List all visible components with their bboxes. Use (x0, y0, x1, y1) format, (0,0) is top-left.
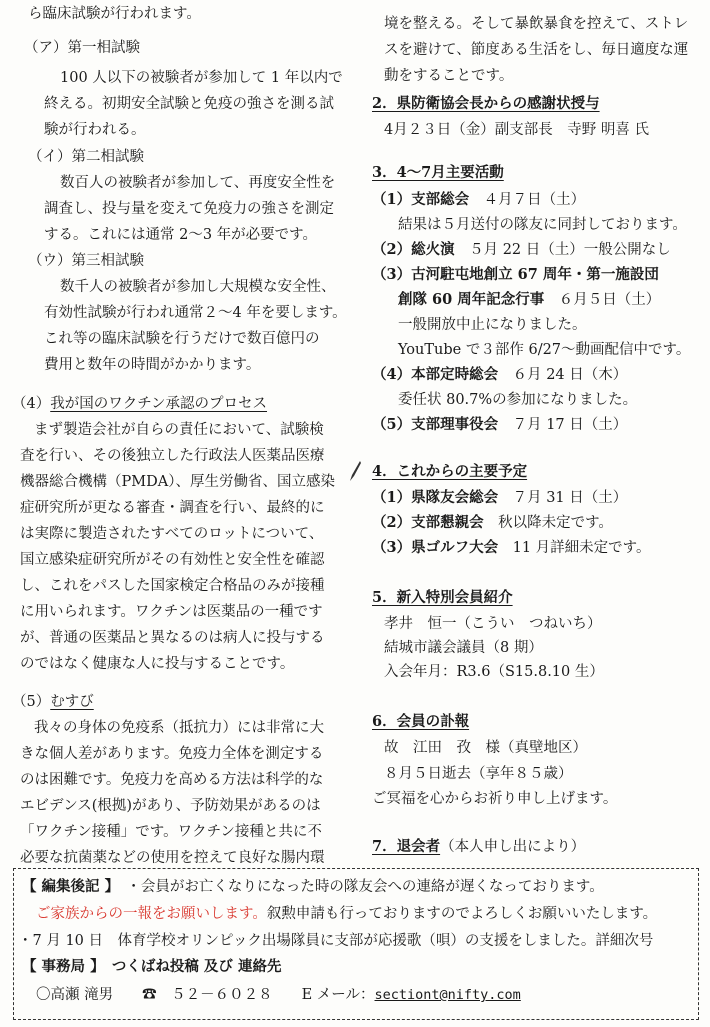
section4-number: （4） (12, 396, 51, 412)
text-line: 動をすることです。 (384, 68, 514, 84)
schedule-date: 11 月詳細未定です。 (512, 540, 651, 556)
text-line: エビデンス(根拠)があり、予防効果があるのは (20, 798, 321, 814)
phone-number: ５２－６０２８ (171, 987, 273, 1003)
obituary-line: 故 江田 孜 様（真壁地区） (384, 740, 587, 756)
text-line: 調査し、投与量を変えて免疫力の強さを測定 (44, 201, 334, 217)
text-line: 査を行い、その後独立した行政法人医薬品医療 (20, 448, 325, 464)
activity-date: ６月５日（土） (558, 292, 661, 308)
text-line: 験が行われる。 (44, 122, 146, 138)
activity-date: ５月 22 日（土）一般公開なし (469, 242, 671, 258)
activity-item (372, 365, 627, 385)
text-line: 境を整える。そして暴飲暴食を控えて、ストレ (384, 16, 689, 32)
activity-note: YouTube で３部作 6/27～動画配信中です。 (398, 342, 691, 358)
member-line: 入会年月：R3.6（S15.8.10 生） (384, 664, 604, 680)
editor-notes-text: ・会員がお亡くなりになった時の隊友会への連絡が遅くなっております。 (126, 879, 604, 895)
text-line: 100 人以下の被験者が参加して 1 年以内で (60, 70, 343, 86)
section2-line: 4月２３日（金）副支部長 寺野 明喜 氏 (384, 122, 649, 138)
section4-heading (12, 394, 267, 414)
text-line: する。これには通常 2～3 年が必要です。 (44, 227, 318, 243)
request-line (36, 904, 657, 924)
activity-note: 結果は５月送付の隊友に同封しております。 (398, 217, 687, 233)
phone-icon: ☎ (142, 987, 157, 1003)
text-line: これ等の臨床試験を行うだけで数百億円の (44, 331, 320, 347)
activity-item (398, 290, 660, 310)
section5-number: （5） (12, 694, 51, 710)
section7-title: 7．退会者 (372, 838, 441, 855)
text-line: し、これをパスした国家検定合格品のみが接種 (20, 578, 325, 594)
decoration-note: 叙勲申請も行っておりますのでよろしくお願いいたします。 (266, 906, 658, 922)
editor-notes-box (13, 868, 699, 1020)
schedule-date: ７月 31 日（土） (512, 490, 628, 506)
activity-date: ６月 24 日（木） (512, 367, 628, 383)
contact-line (36, 985, 521, 1005)
schedule-item (372, 538, 651, 558)
obituary-line: ご冥福を心からお祈り申し上げます。 (372, 791, 618, 807)
office-text: つくばね投稿 及び 連絡先 (111, 958, 282, 975)
text-line: のは困難です。免疫力を高める方法は科学的な (20, 772, 324, 788)
activity-date: ４月７日（土） (483, 192, 586, 208)
text-line: 国立感染症研究所がその有効性と安全性を確認 (20, 552, 325, 568)
activity-note: 一般開放中止になりました。 (398, 317, 587, 333)
activity-head: （2）総火演 (372, 241, 455, 258)
section2-title: 2．県防衛協会長からの感謝状授与 (372, 95, 600, 112)
text-line: 症研究所が更なる審査・調査を行い、最終的に (20, 500, 325, 516)
section5-title: 5．新入特別会員紹介 (372, 589, 513, 606)
obituary-line: ８月５日逝去（享年８５歳） (384, 766, 573, 782)
news-line: ・7 月 10 日 体育学校オリンピック出場隊員に支部が応援歌（唄）の支援をしました。詳細次号 (18, 933, 654, 949)
section7-note: （本人申し出により） (440, 839, 586, 855)
schedule-head: （3）県ゴルフ大会 (372, 539, 499, 556)
section4-title: 4．これからの主要予定 (372, 463, 528, 480)
section6-title: 6．会員の訃報 (372, 713, 470, 730)
activity-head: （5）支部理事役会 (372, 416, 499, 433)
text-line: 有効性試験が行われ通常２～4 年を要します。 (44, 305, 347, 321)
phase1-title: （ア）第一相試験 (24, 40, 140, 56)
activity-note: 委任状 80.7%の参加になりました。 (398, 392, 638, 408)
activity-item (372, 240, 671, 260)
phase2-title: （イ）第二相試験 (28, 149, 144, 165)
section4-title: 我が国のワクチン承認のプロセス (50, 396, 268, 412)
section7-heading (372, 837, 585, 857)
office-label: 【 事務局 】 (22, 958, 98, 975)
office-line (22, 957, 281, 977)
intro-line: ら臨床試験が行われます。 (28, 6, 201, 22)
text-line: は実際に製造されたすべてのロットについて、 (20, 526, 324, 542)
activity-item (372, 190, 585, 210)
text-line: 機器総合機構（PMDA）、厚生労働省、国立感染 (20, 474, 335, 490)
editor-notes-line (22, 877, 604, 897)
section5-heading (12, 692, 94, 712)
text-line: のではなく健康な人に投与することです。 (20, 656, 295, 672)
text-line: 費用と数年の時間がかかります。 (44, 357, 261, 373)
email-link[interactable]: sectiont@nifty.com (374, 987, 521, 1003)
text-line: スを避けて、節度ある生活をし、毎日適度な運 (384, 42, 689, 58)
text-line: 終える。初期安全試験と免疫の強さを測る試 (44, 96, 334, 112)
member-line: 孝井 恒一（こうい つねいち） (384, 616, 602, 632)
phase3-title: （ウ）第三相試験 (28, 253, 144, 269)
text-line: に用いられます。ワクチンは医薬品の一種です (20, 604, 323, 620)
text-line: が、普通の医薬品と異なるのは病人に投与する (20, 630, 325, 646)
pen-mark-icon (348, 460, 362, 482)
editor-notes-label: 【 編集後記 】 (22, 878, 112, 895)
schedule-date: 秋以降未定です。 (498, 515, 613, 531)
text-line: まず製造会社が自らの責任において、試験検 (34, 422, 324, 438)
activity-head: （4）本部定時総会 (372, 366, 499, 383)
text-line: 「ワクチン接種」です。ワクチン接種と共に不 (20, 824, 322, 840)
email-label: E メール： (301, 987, 375, 1003)
contact-name: 〇高瀬 滝男 (36, 987, 114, 1003)
member-line: 結城市議会議員（8 期） (384, 640, 543, 656)
schedule-item (372, 488, 627, 508)
activity-head: （1）支部総会 (372, 191, 470, 208)
schedule-head: （2）支部懇親会 (372, 514, 484, 531)
text-line: 数千人の被験者が参加し大規模な安全性、 (60, 279, 336, 295)
text-line: きな個人差があります。免疫力全体を測定する (20, 746, 324, 762)
text-line: 数百人の被験者が参加して、再度安全性を (60, 175, 336, 191)
activity-date: ７月 17 日（土） (512, 417, 628, 433)
activity-item (372, 415, 627, 435)
text-line: 必要な抗菌薬などの使用を控えて良好な腸内環 (20, 850, 325, 866)
section3-title: 3．4～7月主要活動 (372, 164, 504, 181)
text-line: 我々の身体の免疫系（抵抗力）には非常に大 (34, 720, 324, 736)
schedule-head: （1）県隊友会総会 (372, 489, 499, 506)
family-request-text: ご家族からの一報をお願いします。 (36, 906, 267, 922)
activity-head-cont: 創隊 60 周年記念行事 (398, 291, 545, 308)
activity-head: （3）古河駐屯地創立 67 周年・第一施設団 (372, 266, 659, 283)
schedule-item (372, 513, 613, 533)
section5-title: むすび (50, 694, 94, 710)
